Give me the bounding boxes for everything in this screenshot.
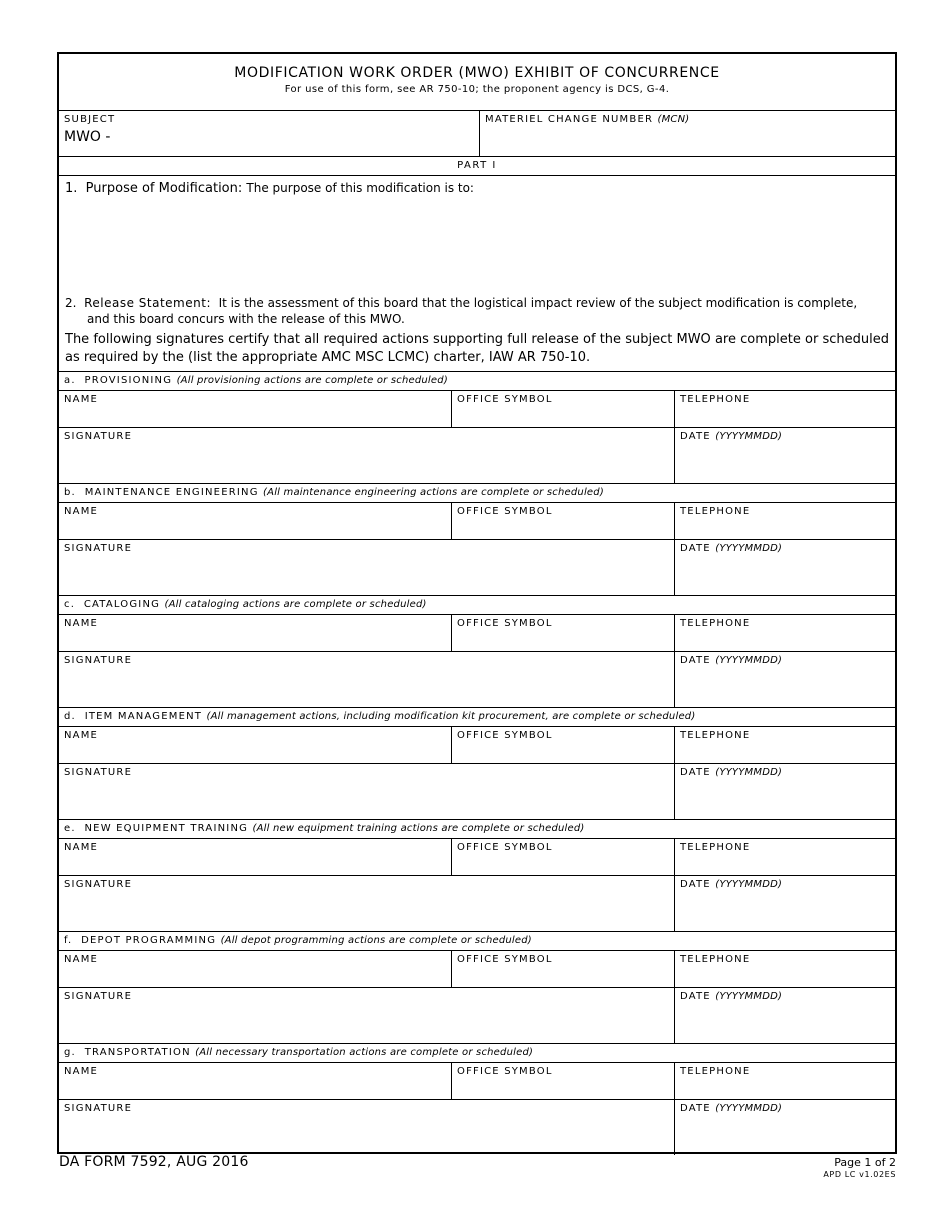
section-signature-row (59, 876, 895, 932)
signature-label: SIGNATURE (64, 767, 133, 778)
name-label: NAME (64, 1066, 99, 1077)
office-symbol-label: OFFICE SYMBOL (457, 506, 553, 517)
telephone-field[interactable] (674, 951, 895, 987)
form-subtitle: For use of this form, see AR 750-10; the proponent agency is DCS, G-4. (284, 84, 670, 95)
signature-label: SIGNATURE (64, 543, 133, 554)
signature-label: SIGNATURE (64, 655, 133, 666)
part-label: PART I (59, 157, 895, 176)
date-field[interactable] (674, 1100, 895, 1155)
name-label: NAME (64, 730, 99, 741)
office-symbol-label: OFFICE SYMBOL (457, 1066, 553, 1077)
signature-field[interactable] (59, 988, 674, 1043)
date-label: DATE (YYYYMMDD) (680, 543, 783, 554)
certify-text: The following signatures certify that all required actions supporting full release of the subject MWO are complete or scheduled as required by the (list the appropriate AMC MSC LCMC) charter, IAW AR 750-10. (65, 332, 889, 365)
date-field[interactable] (674, 876, 895, 931)
date-field[interactable] (674, 988, 895, 1043)
telephone-label: TELEPHONE (680, 730, 751, 741)
section-contact-row (59, 615, 895, 652)
telephone-field[interactable] (674, 615, 895, 651)
signature-section (59, 932, 895, 1044)
signature-field[interactable] (59, 540, 674, 595)
telephone-label: TELEPHONE (680, 618, 751, 629)
name-field[interactable] (59, 503, 451, 539)
name-field[interactable] (59, 951, 451, 987)
date-field[interactable] (674, 764, 895, 819)
section-signature-row (59, 428, 895, 484)
signature-sections (59, 372, 895, 1155)
telephone-label: TELEPHONE (680, 1066, 751, 1077)
telephone-field[interactable] (674, 1063, 895, 1099)
version-label: APD LC v1.02ES (823, 1170, 896, 1179)
date-label: DATE (YYYYMMDD) (680, 767, 783, 778)
section-header: a. PROVISIONING (All provisioning actions are complete or scheduled) (59, 372, 895, 391)
office-symbol-label: OFFICE SYMBOL (457, 954, 553, 965)
signature-label: SIGNATURE (64, 1103, 133, 1114)
signature-section (59, 372, 895, 484)
office-symbol-field[interactable] (451, 503, 674, 539)
subject-row (59, 111, 895, 157)
form-id: DA FORM 7592, AUG 2016 (59, 1154, 249, 1170)
date-label: DATE (YYYYMMDD) (680, 1103, 783, 1114)
signature-section (59, 820, 895, 932)
office-symbol-field[interactable] (451, 727, 674, 763)
signature-field[interactable] (59, 764, 674, 819)
subject-field[interactable] (59, 111, 479, 156)
signature-label: SIGNATURE (64, 431, 133, 442)
telephone-label: TELEPHONE (680, 954, 751, 965)
signature-section (59, 1044, 895, 1155)
page-number: Page 1 of 2 (834, 1156, 896, 1169)
subject-label: SUBJECT (64, 114, 116, 125)
name-label: NAME (64, 842, 99, 853)
page-info (823, 1156, 896, 1179)
signature-section (59, 596, 895, 708)
signature-field[interactable] (59, 1100, 674, 1155)
date-field[interactable] (674, 652, 895, 707)
name-field[interactable] (59, 727, 451, 763)
name-label: NAME (64, 618, 99, 629)
name-field[interactable] (59, 839, 451, 875)
date-label: DATE (YYYYMMDD) (680, 655, 783, 666)
mcn-field[interactable] (479, 111, 895, 156)
name-field[interactable] (59, 1063, 451, 1099)
telephone-label: TELEPHONE (680, 842, 751, 853)
office-symbol-label: OFFICE SYMBOL (457, 394, 553, 405)
section-contact-row (59, 503, 895, 540)
purpose-section (59, 176, 895, 372)
section-header: g. TRANSPORTATION (All necessary transportation actions are complete or scheduled) (59, 1044, 895, 1063)
telephone-label: TELEPHONE (680, 394, 751, 405)
section-header: d. ITEM MANAGEMENT (All management actions, including modification kit procurement, are complete or scheduled) (59, 708, 895, 727)
office-symbol-field[interactable] (451, 615, 674, 651)
form-body (57, 52, 897, 1154)
section-contact-row (59, 1063, 895, 1100)
office-symbol-label: OFFICE SYMBOL (457, 730, 553, 741)
mcn-label: MATERIEL CHANGE NUMBER (MCN) (485, 114, 690, 125)
telephone-field[interactable] (674, 727, 895, 763)
telephone-label: TELEPHONE (680, 506, 751, 517)
name-label: NAME (64, 506, 99, 517)
signature-field[interactable] (59, 428, 674, 483)
signature-section (59, 484, 895, 596)
date-label: DATE (YYYYMMDD) (680, 431, 783, 442)
purpose-statement[interactable]: 1. Purpose of Modification: The purpose of this modification is to: (65, 181, 474, 196)
office-symbol-field[interactable] (451, 839, 674, 875)
date-label: DATE (YYYYMMDD) (680, 879, 783, 890)
telephone-field[interactable] (674, 391, 895, 427)
section-signature-row (59, 988, 895, 1044)
signature-section (59, 708, 895, 820)
office-symbol-label: OFFICE SYMBOL (457, 842, 553, 853)
name-field[interactable] (59, 391, 451, 427)
release-statement: 2. Release Statement: It is the assessment of this board that the logistical impact review of the subject modification is complete, and this board concurs with the release of this MWO. (65, 296, 858, 326)
section-signature-row (59, 1100, 895, 1155)
section-contact-row (59, 727, 895, 764)
name-label: NAME (64, 954, 99, 965)
section-header: b. MAINTENANCE ENGINEERING (All maintenance engineering actions are complete or scheduled) (59, 484, 895, 503)
date-field[interactable] (674, 540, 895, 595)
form-title: MODIFICATION WORK ORDER (MWO) EXHIBIT OF CONCURRENCE (234, 65, 720, 81)
signature-label: SIGNATURE (64, 991, 133, 1002)
office-symbol-label: OFFICE SYMBOL (457, 618, 553, 629)
signature-field[interactable] (59, 876, 674, 931)
signature-label: SIGNATURE (64, 879, 133, 890)
date-label: DATE (YYYYMMDD) (680, 991, 783, 1002)
section-contact-row (59, 391, 895, 428)
office-symbol-field[interactable] (451, 1063, 674, 1099)
date-field[interactable] (674, 428, 895, 483)
section-signature-row (59, 540, 895, 596)
office-symbol-field[interactable] (451, 391, 674, 427)
telephone-field[interactable] (674, 503, 895, 539)
signature-field[interactable] (59, 652, 674, 707)
section-header: f. DEPOT PROGRAMMING (All depot programming actions are complete or scheduled) (59, 932, 895, 951)
section-signature-row (59, 764, 895, 820)
subject-value[interactable]: MWO - (64, 129, 111, 145)
office-symbol-field[interactable] (451, 951, 674, 987)
section-signature-row (59, 652, 895, 708)
name-label: NAME (64, 394, 99, 405)
section-contact-row (59, 951, 895, 988)
form-header (59, 54, 895, 111)
name-field[interactable] (59, 615, 451, 651)
section-contact-row (59, 839, 895, 876)
section-header: c. CATALOGING (All cataloging actions are complete or scheduled) (59, 596, 895, 615)
section-header: e. NEW EQUIPMENT TRAINING (All new equipment training actions are complete or scheduled) (59, 820, 895, 839)
telephone-field[interactable] (674, 839, 895, 875)
